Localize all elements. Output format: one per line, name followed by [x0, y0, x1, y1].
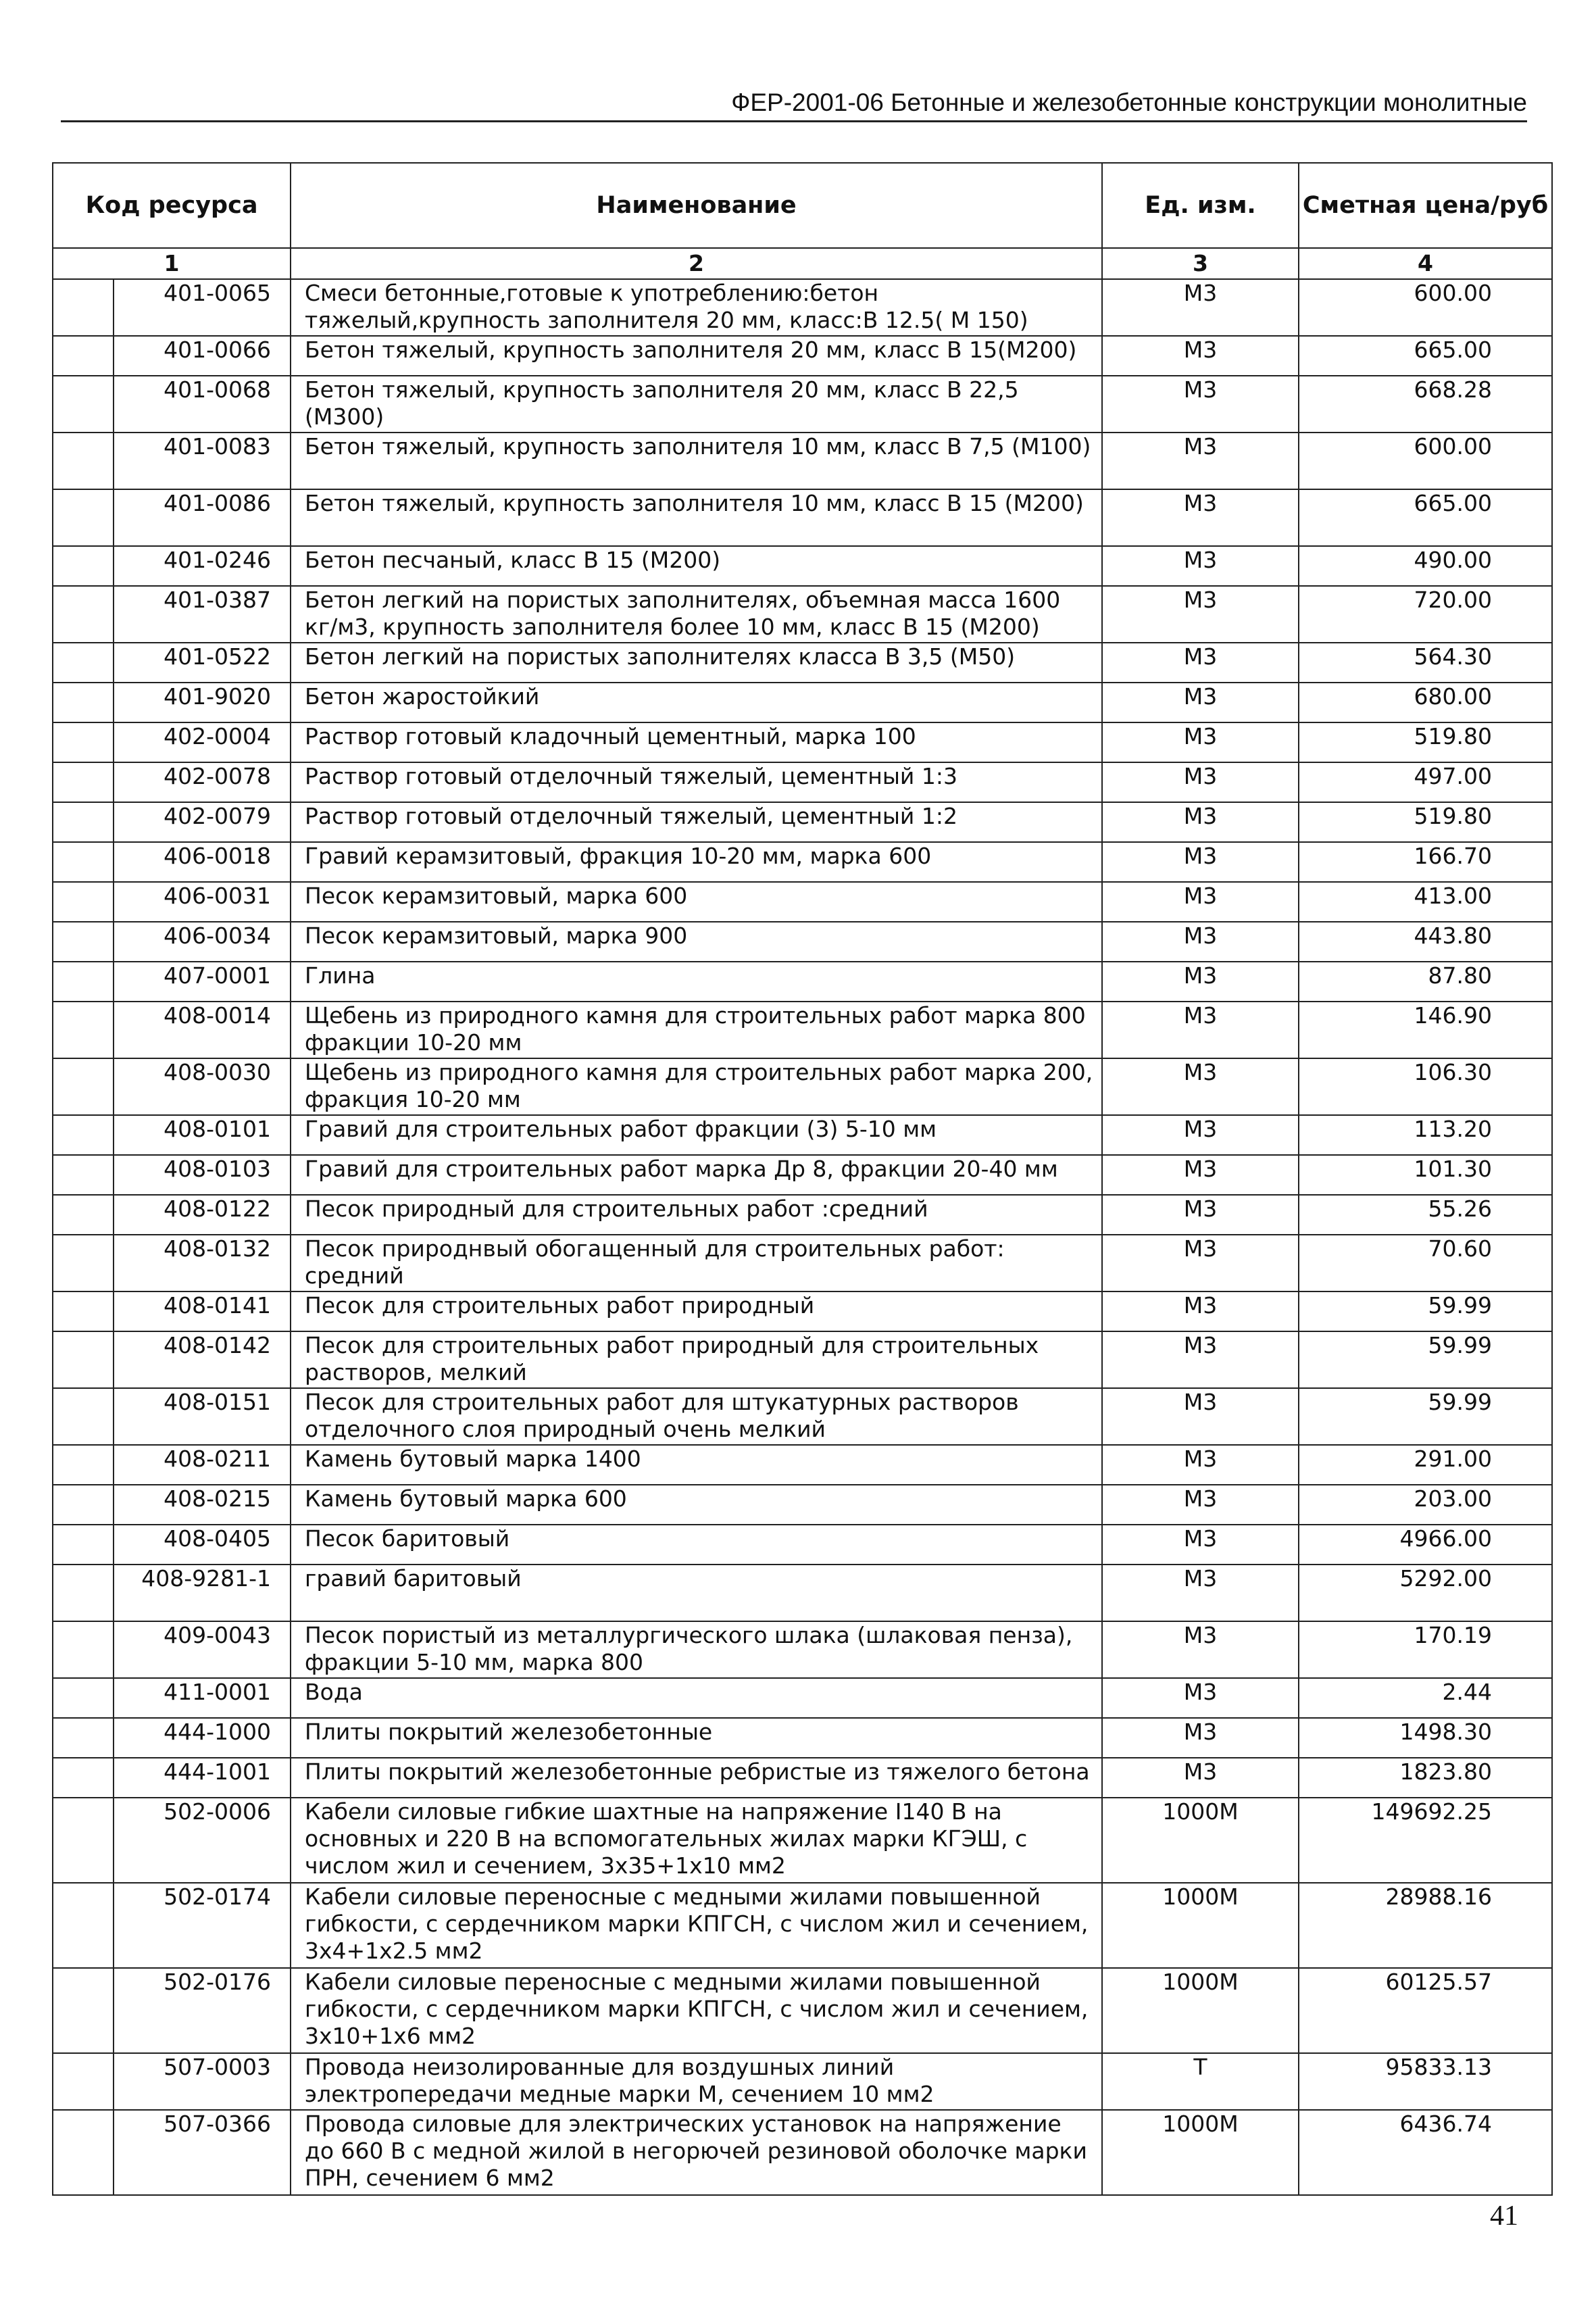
resource-code: 401-0246 [114, 546, 291, 586]
unit-of-measure: М3 [1102, 722, 1299, 762]
resource-code: 408-0142 [114, 1331, 291, 1388]
estimated-price: 665.00 [1299, 336, 1552, 376]
resource-name: Смеси бетонные,готовые к употреблению:бетон тяжелый,крупность заполнителя 20 мм, класс:В 12.5( М 150) [291, 279, 1102, 336]
resource-code: 402-0078 [114, 762, 291, 802]
table-row [53, 1758, 1552, 1798]
estimated-price: 203.00 [1299, 1485, 1552, 1525]
estimated-price: 166.70 [1299, 842, 1552, 882]
row-gutter [53, 1235, 114, 1291]
unit-of-measure: М3 [1102, 683, 1299, 722]
resource-name: Песок керамзитовый, марка 900 [291, 922, 1102, 962]
unit-of-measure: М3 [1102, 762, 1299, 802]
estimated-price: 291.00 [1299, 1445, 1552, 1485]
table-row [53, 1718, 1552, 1758]
estimated-price: 564.30 [1299, 643, 1552, 683]
estimated-price: 87.80 [1299, 962, 1552, 1002]
table-row [53, 962, 1552, 1002]
resource-code: 406-0031 [114, 882, 291, 922]
table-row [53, 683, 1552, 722]
resource-code: 408-0141 [114, 1291, 291, 1331]
unit-of-measure: М3 [1102, 1445, 1299, 1485]
unit-of-measure: М3 [1102, 586, 1299, 643]
estimated-price: 59.99 [1299, 1388, 1552, 1445]
resource-table [52, 162, 1553, 2196]
estimated-price: 443.80 [1299, 922, 1552, 962]
row-gutter [53, 1718, 114, 1758]
estimated-price: 60125.57 [1299, 1968, 1552, 2053]
unit-of-measure: Т [1102, 2053, 1299, 2110]
row-gutter [53, 2110, 114, 2195]
unit-of-measure: 1000М [1102, 2110, 1299, 2195]
row-gutter [53, 1798, 114, 1883]
resource-code: 401-0068 [114, 376, 291, 433]
unit-of-measure: М3 [1102, 1331, 1299, 1388]
resource-name: Кабели силовые переносные с медными жилами повышенной гибкости, с сердечником марки КПГСН, с числом жил и сечением, 3х4+1х2.5 мм2 [291, 1883, 1102, 1968]
table-row [53, 882, 1552, 922]
estimated-price: 1823.80 [1299, 1758, 1552, 1798]
estimated-price: 519.80 [1299, 722, 1552, 762]
estimated-price: 600.00 [1299, 279, 1552, 336]
estimated-price: 5292.00 [1299, 1565, 1552, 1621]
col-number: 1 [53, 248, 291, 279]
resource-code: 507-0003 [114, 2053, 291, 2110]
table-row [53, 1291, 1552, 1331]
table-row [53, 643, 1552, 683]
unit-of-measure: М3 [1102, 802, 1299, 842]
resource-name: Песок для строительных работ природный [291, 1291, 1102, 1331]
row-gutter [53, 1565, 114, 1621]
row-gutter [53, 1883, 114, 1968]
row-gutter [53, 1291, 114, 1331]
resource-name: Гравий для строительных работ марка Др 8, фракции 20-40 мм [291, 1155, 1102, 1195]
row-gutter [53, 586, 114, 643]
column-number-row [53, 248, 1552, 279]
table-row [53, 1235, 1552, 1291]
resource-name: Песок природнвый обогащенный для строительных работ: средний [291, 1235, 1102, 1291]
table-row [53, 1565, 1552, 1621]
row-gutter [53, 1485, 114, 1525]
resource-name: Бетон тяжелый, крупность заполнителя 20 мм, класс В 15(М200) [291, 336, 1102, 376]
resource-name: Плиты покрытий железобетонные ребристые из тяжелого бетона [291, 1758, 1102, 1798]
resource-code: 406-0018 [114, 842, 291, 882]
estimated-price: 6436.74 [1299, 2110, 1552, 2195]
resource-code: 401-0083 [114, 433, 291, 489]
resource-code: 401-0387 [114, 586, 291, 643]
table-row [53, 1525, 1552, 1565]
row-gutter [53, 1525, 114, 1565]
resource-name: Песок керамзитовый, марка 600 [291, 882, 1102, 922]
estimated-price: 149692.25 [1299, 1798, 1552, 1883]
row-gutter [53, 802, 114, 842]
unit-of-measure: М3 [1102, 489, 1299, 546]
estimated-price: 2.44 [1299, 1678, 1552, 1718]
resource-name: Щебень из природного камня для строительных работ марка 200, фракция 10-20 мм [291, 1058, 1102, 1115]
unit-of-measure: М3 [1102, 1758, 1299, 1798]
resource-name: Кабели силовые переносные с медными жилами повышенной гибкости, с сердечником марки КПГСН, с числом жил и сечением, 3х10+1х6 мм2 [291, 1968, 1102, 2053]
unit-of-measure: М3 [1102, 433, 1299, 489]
estimated-price: 490.00 [1299, 546, 1552, 586]
table-row [53, 489, 1552, 546]
resource-code: 444-1000 [114, 1718, 291, 1758]
unit-of-measure: М3 [1102, 1291, 1299, 1331]
row-gutter [53, 1115, 114, 1155]
resource-name: Щебень из природного камня для строительных работ марка 800 фракции 10-20 мм [291, 1002, 1102, 1058]
unit-of-measure: М3 [1102, 1678, 1299, 1718]
row-gutter [53, 1968, 114, 2053]
resource-code: 408-0103 [114, 1155, 291, 1195]
resource-code: 444-1001 [114, 1758, 291, 1798]
resource-code: 502-0174 [114, 1883, 291, 1968]
resource-name: Бетон жаростойкий [291, 683, 1102, 722]
estimated-price: 4966.00 [1299, 1525, 1552, 1565]
resource-name: Бетон тяжелый, крупность заполнителя 10 мм, класс В 7,5 (М100) [291, 433, 1102, 489]
unit-of-measure: М3 [1102, 643, 1299, 683]
table-header-row [53, 163, 1552, 248]
resource-code: 408-0030 [114, 1058, 291, 1115]
unit-of-measure: М3 [1102, 922, 1299, 962]
table-row [53, 1485, 1552, 1525]
resource-code: 408-0215 [114, 1485, 291, 1525]
resource-name: Вода [291, 1678, 1102, 1718]
col-header-name: Наименование [291, 163, 1102, 248]
resource-name: Песок для строительных работ природный для строительных растворов, мелкий [291, 1331, 1102, 1388]
table-row [53, 1445, 1552, 1485]
row-gutter [53, 336, 114, 376]
estimated-price: 28988.16 [1299, 1883, 1552, 1968]
unit-of-measure: М3 [1102, 882, 1299, 922]
unit-of-measure: М3 [1102, 1525, 1299, 1565]
table-row [53, 376, 1552, 433]
resource-code: 401-0065 [114, 279, 291, 336]
resource-name: Песок пористый из металлургического шлака (шлаковая пенза), фракции 5-10 мм, марка 800 [291, 1621, 1102, 1678]
table-row [53, 2110, 1552, 2195]
unit-of-measure: 1000М [1102, 1798, 1299, 1883]
col-number: 2 [291, 248, 1102, 279]
row-gutter [53, 762, 114, 802]
unit-of-measure: М3 [1102, 1388, 1299, 1445]
estimated-price: 70.60 [1299, 1235, 1552, 1291]
resource-code: 411-0001 [114, 1678, 291, 1718]
col-number: 3 [1102, 248, 1299, 279]
estimated-price: 680.00 [1299, 683, 1552, 722]
resource-name: Песок баритовый [291, 1525, 1102, 1565]
resource-name: Песок природный для строительных работ :средний [291, 1195, 1102, 1235]
resource-name: Глина [291, 962, 1102, 1002]
resource-name: Бетон песчаный, класс В 15 (М200) [291, 546, 1102, 586]
resource-code: 401-9020 [114, 683, 291, 722]
resource-code: 408-9281-1 [114, 1565, 291, 1621]
table-row [53, 1195, 1552, 1235]
resource-code: 401-0066 [114, 336, 291, 376]
row-gutter [53, 546, 114, 586]
resource-name: Камень бутовый марка 600 [291, 1485, 1102, 1525]
unit-of-measure: 1000М [1102, 1968, 1299, 2053]
resource-code: 408-0151 [114, 1388, 291, 1445]
unit-of-measure: М3 [1102, 1155, 1299, 1195]
unit-of-measure: М3 [1102, 1195, 1299, 1235]
unit-of-measure: М3 [1102, 1002, 1299, 1058]
unit-of-measure: М3 [1102, 1565, 1299, 1621]
row-gutter [53, 1058, 114, 1115]
table-row [53, 1883, 1552, 1968]
table-row [53, 762, 1552, 802]
resource-name: гравий баритовый [291, 1565, 1102, 1621]
row-gutter [53, 2053, 114, 2110]
table-row [53, 1621, 1552, 1678]
estimated-price: 59.99 [1299, 1331, 1552, 1388]
row-gutter [53, 922, 114, 962]
resource-code: 408-0405 [114, 1525, 291, 1565]
table-row [53, 1155, 1552, 1195]
resource-name: Раствор готовый отделочный тяжелый, цементный 1:3 [291, 762, 1102, 802]
col-header-code: Код ресурса [53, 163, 291, 248]
resource-name: Гравий керамзитовый, фракция 10-20 мм, марка 600 [291, 842, 1102, 882]
resource-name: Бетон тяжелый, крупность заполнителя 10 мм, класс В 15 (М200) [291, 489, 1102, 546]
resource-name: Бетон тяжелый, крупность заполнителя 20 мм, класс В 22,5 (М300) [291, 376, 1102, 433]
resource-name: Провода силовые для электрических установок на напряжение до 660 В с медной жилой в негорючей резиновой оболочке марки ПРН, сечением 6 мм2 [291, 2110, 1102, 2195]
resource-name: Кабели силовые гибкие шахтные на напряжение I140 В на основных и 220 В на вспомогательных жилах марки КГЭШ, с числом жил и сечением, 3х35+1х10 мм2 [291, 1798, 1102, 1883]
row-gutter [53, 489, 114, 546]
resource-name: Бетон легкий на пористых заполнителях, объемная масса 1600 кг/м3, крупность заполнителя более 10 мм, класс В 15 (М200) [291, 586, 1102, 643]
resource-code: 406-0034 [114, 922, 291, 962]
resource-name: Провода неизолированные для воздушных линий электропередачи медные марки М, сечением 10 мм2 [291, 2053, 1102, 2110]
resource-name: Бетон легкий на пористых заполнителях класса В 3,5 (М50) [291, 643, 1102, 683]
row-gutter [53, 1331, 114, 1388]
row-gutter [53, 1155, 114, 1195]
estimated-price: 720.00 [1299, 586, 1552, 643]
resource-name: Песок для строительных работ для штукатурных растворов отделочного слоя природный очень мелкий [291, 1388, 1102, 1445]
table-row [53, 1798, 1552, 1883]
row-gutter [53, 842, 114, 882]
estimated-price: 497.00 [1299, 762, 1552, 802]
estimated-price: 519.80 [1299, 802, 1552, 842]
unit-of-measure: 1000М [1102, 1883, 1299, 1968]
resource-name: Камень бутовый марка 1400 [291, 1445, 1102, 1485]
table-row [53, 1968, 1552, 2053]
page-number: 41 [1490, 2200, 1518, 2232]
table-row [53, 1002, 1552, 1058]
row-gutter [53, 683, 114, 722]
row-gutter [53, 643, 114, 683]
table-row [53, 922, 1552, 962]
table-row [53, 586, 1552, 643]
table-row [53, 1115, 1552, 1155]
table-row [53, 842, 1552, 882]
unit-of-measure: М3 [1102, 1115, 1299, 1155]
row-gutter [53, 1621, 114, 1678]
table-row [53, 279, 1552, 336]
table-row [53, 1678, 1552, 1718]
page-header: ФЕР-2001-06 Бетонные и железобетонные конструкции монолитные [61, 88, 1527, 122]
table-row [53, 546, 1552, 586]
estimated-price: 106.30 [1299, 1058, 1552, 1115]
row-gutter [53, 722, 114, 762]
resource-name: Гравий для строительных работ фракции (3) 5-10 мм [291, 1115, 1102, 1155]
table-row [53, 1058, 1552, 1115]
unit-of-measure: М3 [1102, 1621, 1299, 1678]
resource-code: 408-0211 [114, 1445, 291, 1485]
unit-of-measure: М3 [1102, 1718, 1299, 1758]
table-row [53, 1331, 1552, 1388]
resource-code: 401-0522 [114, 643, 291, 683]
resource-code: 408-0122 [114, 1195, 291, 1235]
estimated-price: 413.00 [1299, 882, 1552, 922]
row-gutter [53, 376, 114, 433]
row-gutter [53, 1758, 114, 1798]
resource-code: 402-0079 [114, 802, 291, 842]
resource-name: Плиты покрытий железобетонные [291, 1718, 1102, 1758]
resource-name: Раствор готовый кладочный цементный, марка 100 [291, 722, 1102, 762]
row-gutter [53, 433, 114, 489]
resource-code: 408-0101 [114, 1115, 291, 1155]
estimated-price: 170.19 [1299, 1621, 1552, 1678]
row-gutter [53, 962, 114, 1002]
resource-code: 408-0014 [114, 1002, 291, 1058]
estimated-price: 600.00 [1299, 433, 1552, 489]
estimated-price: 55.26 [1299, 1195, 1552, 1235]
unit-of-measure: М3 [1102, 376, 1299, 433]
estimated-price: 1498.30 [1299, 1718, 1552, 1758]
row-gutter [53, 1388, 114, 1445]
resource-code: 401-0086 [114, 489, 291, 546]
unit-of-measure: М3 [1102, 842, 1299, 882]
unit-of-measure: М3 [1102, 279, 1299, 336]
estimated-price: 146.90 [1299, 1002, 1552, 1058]
resource-code: 502-0006 [114, 1798, 291, 1883]
row-gutter [53, 1678, 114, 1718]
table-row [53, 1388, 1552, 1445]
row-gutter [53, 882, 114, 922]
unit-of-measure: М3 [1102, 1058, 1299, 1115]
resource-code: 408-0132 [114, 1235, 291, 1291]
unit-of-measure: М3 [1102, 1235, 1299, 1291]
estimated-price: 668.28 [1299, 376, 1552, 433]
row-gutter [53, 279, 114, 336]
estimated-price: 101.30 [1299, 1155, 1552, 1195]
resource-name: Раствор готовый отделочный тяжелый, цементный 1:2 [291, 802, 1102, 842]
table-row [53, 2053, 1552, 2110]
resource-code: 502-0176 [114, 1968, 291, 2053]
table-row [53, 433, 1552, 489]
unit-of-measure: М3 [1102, 546, 1299, 586]
unit-of-measure: М3 [1102, 962, 1299, 1002]
row-gutter [53, 1195, 114, 1235]
col-header-unit: Ед. изм. [1102, 163, 1299, 248]
estimated-price: 95833.13 [1299, 2053, 1552, 2110]
table-row [53, 336, 1552, 376]
row-gutter [53, 1445, 114, 1485]
resource-code: 507-0366 [114, 2110, 291, 2195]
estimated-price: 59.99 [1299, 1291, 1552, 1331]
row-gutter [53, 1002, 114, 1058]
resource-code: 409-0043 [114, 1621, 291, 1678]
unit-of-measure: М3 [1102, 336, 1299, 376]
estimated-price: 113.20 [1299, 1115, 1552, 1155]
col-number: 4 [1299, 248, 1552, 279]
table-row [53, 802, 1552, 842]
unit-of-measure: М3 [1102, 1485, 1299, 1525]
estimated-price: 665.00 [1299, 489, 1552, 546]
resource-code: 402-0004 [114, 722, 291, 762]
col-header-price: Сметная цена/руб [1299, 163, 1552, 248]
resource-code: 407-0001 [114, 962, 291, 1002]
table-row [53, 722, 1552, 762]
